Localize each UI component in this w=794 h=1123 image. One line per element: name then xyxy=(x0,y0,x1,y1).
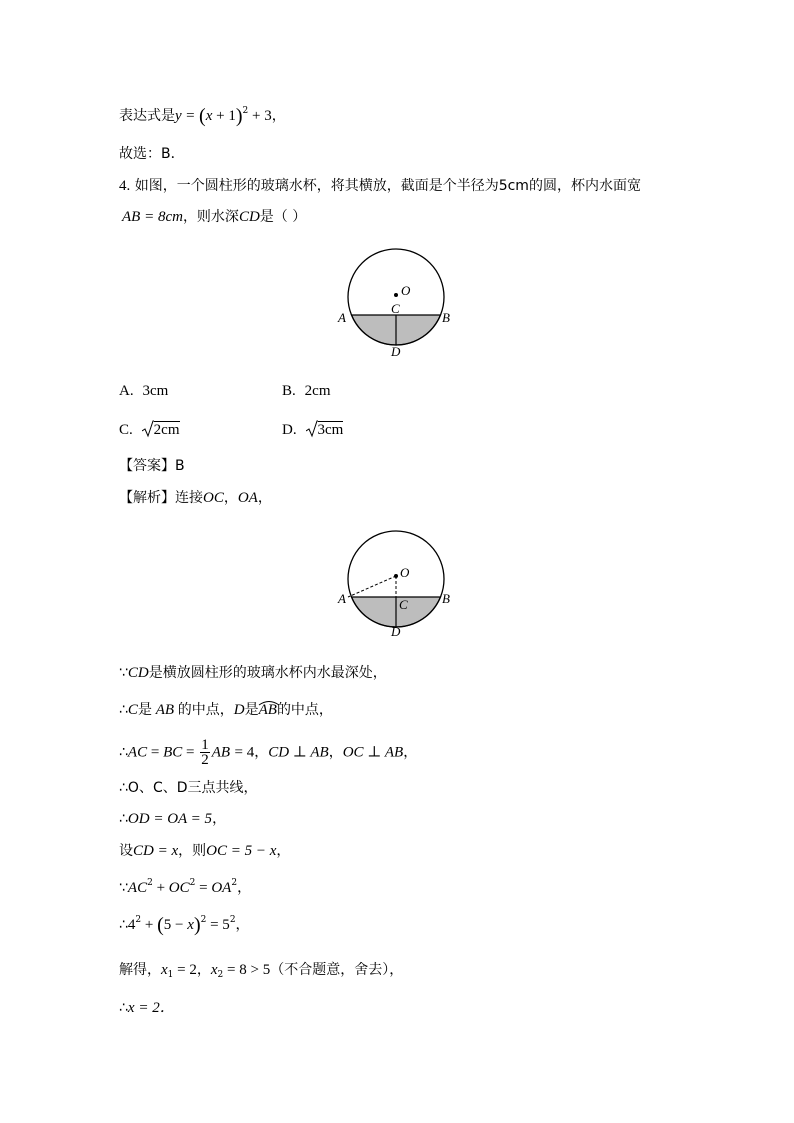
question-text-2: ，则水深 xyxy=(182,209,239,225)
step-3-eq: = 4 xyxy=(234,744,255,761)
expr-power: 2 xyxy=(242,106,249,116)
step-8-lparen: ( xyxy=(157,914,164,936)
question-line-1 xyxy=(119,176,641,196)
choice-a[interactable] xyxy=(119,383,168,400)
step-3-ab: AB xyxy=(211,744,231,761)
step-2-d: D xyxy=(233,702,245,718)
analysis-label: 【解析】连接 xyxy=(119,490,203,506)
step-1 xyxy=(119,663,387,683)
step-8-sup3: 2 xyxy=(229,915,236,925)
question-ab-eq: AB = 8cm xyxy=(122,209,183,225)
step-10-text: x = 2． xyxy=(127,1000,175,1016)
step-2-text-c: 是 xyxy=(244,702,259,718)
step-9-x2: x xyxy=(210,962,218,978)
step-3-cd-perp: CD ⊥ AB xyxy=(268,744,329,761)
step-9-a: 解得， xyxy=(119,962,161,978)
expr-y: y xyxy=(175,108,182,124)
step-8-five: 5 − xyxy=(163,917,188,933)
analysis-figure xyxy=(335,522,465,647)
choice-b-letter: B. xyxy=(282,383,296,399)
step-6-b: ，则 xyxy=(178,843,207,859)
step-8-eq: = 5 xyxy=(206,917,230,933)
step-8-sup2: 2 xyxy=(200,915,207,925)
fraction-half xyxy=(200,738,210,767)
frac-num: 1 xyxy=(201,737,209,753)
step-8-plus: + xyxy=(141,917,158,933)
step-3-bc: BC xyxy=(163,744,183,761)
step-7 xyxy=(119,878,251,898)
choice-b-value: 2cm xyxy=(304,383,331,399)
step-7-plus: + xyxy=(152,880,169,896)
because-symbol: ∵ xyxy=(119,880,128,896)
question-number: 4. xyxy=(119,178,131,194)
analysis-sep: ， xyxy=(223,490,238,506)
step-9-sub2: 2 xyxy=(217,970,224,980)
expr-x: x xyxy=(205,108,213,124)
step-2-arc-ab: AB xyxy=(259,702,277,718)
step-2-c: C xyxy=(127,702,138,718)
step-7-sup3: 2 xyxy=(231,878,238,888)
step-5-comma: ， xyxy=(212,811,227,827)
step-8-sup1: 2 xyxy=(135,915,142,925)
expr-comma: ， xyxy=(271,108,286,124)
step-7-oa: OA xyxy=(211,880,232,896)
step-10 xyxy=(119,998,175,1018)
expr-eq: = xyxy=(186,108,195,124)
frac-den: 2 xyxy=(201,752,209,768)
expr-lparen: ( xyxy=(199,105,206,127)
label-o: O xyxy=(401,283,411,298)
prev-answer: 故选：B． xyxy=(119,146,185,162)
therefore-symbol: ∴ xyxy=(119,744,128,761)
label-a: A xyxy=(338,591,346,606)
label-c: C xyxy=(391,301,400,316)
label-b: B xyxy=(442,310,450,325)
label-c: C xyxy=(399,597,408,612)
choice-c-letter: C. xyxy=(119,422,133,438)
step-6 xyxy=(119,841,290,861)
choice-d-sqrt xyxy=(306,420,344,439)
step-6-oc: OC = 5 − x xyxy=(206,843,277,859)
step-5-eq: OD = OA = 5 xyxy=(127,811,213,827)
question-text-3: 是（ ） xyxy=(259,209,307,225)
expression-line xyxy=(119,106,286,126)
step-9 xyxy=(119,960,403,980)
arc-mark-icon xyxy=(258,698,280,706)
step-3 xyxy=(119,738,417,767)
step-5 xyxy=(119,809,226,829)
step-2 xyxy=(119,700,333,720)
therefore-symbol: ∴ xyxy=(119,917,128,933)
expr-rparen: ) xyxy=(235,105,243,127)
step-3-comma1: ， xyxy=(254,744,269,761)
therefore-symbol: ∴ xyxy=(119,780,128,796)
step-7-oc: OC xyxy=(168,880,190,896)
label-b: B xyxy=(442,591,450,606)
step-4-text: O、C、D三点共线， xyxy=(127,780,258,796)
step-9-eq1: = 2 xyxy=(173,962,197,978)
step-3-lhs: AC xyxy=(127,744,148,761)
therefore-symbol: ∴ xyxy=(119,702,128,718)
step-8-end: ， xyxy=(235,917,250,933)
expr-plus1: + 1 xyxy=(212,108,236,124)
step-9-sub1: 1 xyxy=(167,970,174,980)
choice-d[interactable] xyxy=(282,420,343,439)
expr-plus3: + 3 xyxy=(248,108,272,124)
step-3-eq2: = xyxy=(182,744,199,761)
step-3-eq1: = xyxy=(147,744,164,761)
choice-c[interactable] xyxy=(119,420,180,439)
step-9-x1: x xyxy=(161,962,168,978)
choice-a-letter: A. xyxy=(119,383,134,399)
step-6-comma: ， xyxy=(276,843,291,859)
label-d: D xyxy=(391,344,401,359)
analysis-oc: OC xyxy=(203,490,224,506)
sqrt-sign-icon xyxy=(306,420,318,438)
step-8-four: 4 xyxy=(127,917,136,933)
step-3-comma2: ， xyxy=(328,744,343,761)
step-7-ac: AC xyxy=(127,880,148,896)
step-9-eq2: = 8 > 5 xyxy=(223,962,271,978)
step-1-text: 是横放圆柱形的玻璃水杯内水最深处， xyxy=(148,665,387,681)
question-text-1: 如图，一个圆柱形的玻璃水杯，将其横放，截面是个半径为5cm的圆，杯内水面宽 xyxy=(134,178,641,194)
choice-c-sqrt xyxy=(142,420,180,439)
step-2-ab: AB xyxy=(151,702,178,718)
step-2-text-b: 的中点， xyxy=(177,702,234,718)
center-point xyxy=(394,293,398,297)
choice-c-value: 2cm xyxy=(153,422,180,438)
step-3-oc-perp: OC ⊥ AB xyxy=(342,744,404,761)
choice-a-value: 3cm xyxy=(142,383,169,399)
expr-prefix: 表达式是 xyxy=(119,108,175,124)
step-9-b: （不合题意，舍去）， xyxy=(270,962,404,978)
step-2-text-d: 的中点， xyxy=(276,702,333,718)
question-line-2 xyxy=(122,207,306,227)
analysis-heading xyxy=(119,488,272,508)
step-1-cd: CD xyxy=(127,665,149,681)
analysis-end: ， xyxy=(257,490,272,506)
question-figure xyxy=(335,240,465,365)
step-8 xyxy=(119,915,250,935)
step-7-comma: ， xyxy=(237,880,252,896)
answer-label: 【答案】B xyxy=(119,458,185,474)
question-cd: CD xyxy=(238,209,260,225)
step-6-cd: CD = x xyxy=(133,843,179,859)
choice-d-value: 3cm xyxy=(317,422,344,438)
step-8-x: x xyxy=(187,917,194,933)
choice-b[interactable] xyxy=(282,383,331,400)
sqrt-sign-icon xyxy=(142,420,154,438)
step-3-comma3: ， xyxy=(403,744,418,761)
segment-oa-dashed xyxy=(348,576,396,597)
label-d: D xyxy=(391,624,401,639)
therefore-symbol: ∴ xyxy=(119,811,128,827)
therefore-symbol: ∴ xyxy=(119,1000,128,1016)
choice-d-letter: D. xyxy=(282,422,297,438)
step-8-rparen: ) xyxy=(193,914,201,936)
step-7-sup2: 2 xyxy=(189,878,196,888)
center-point xyxy=(394,574,398,578)
label-o: O xyxy=(400,565,410,580)
analysis-oa: OA xyxy=(237,490,258,506)
step-6-a: 设 xyxy=(119,843,133,859)
step-2-text-a: 是 xyxy=(137,702,152,718)
step-7-eq: = xyxy=(195,880,212,896)
step-7-sup1: 2 xyxy=(147,878,153,888)
because-symbol: ∵ xyxy=(119,665,128,681)
step-9-comma: ， xyxy=(196,962,211,978)
label-a: A xyxy=(338,310,346,325)
step-4 xyxy=(119,778,258,798)
